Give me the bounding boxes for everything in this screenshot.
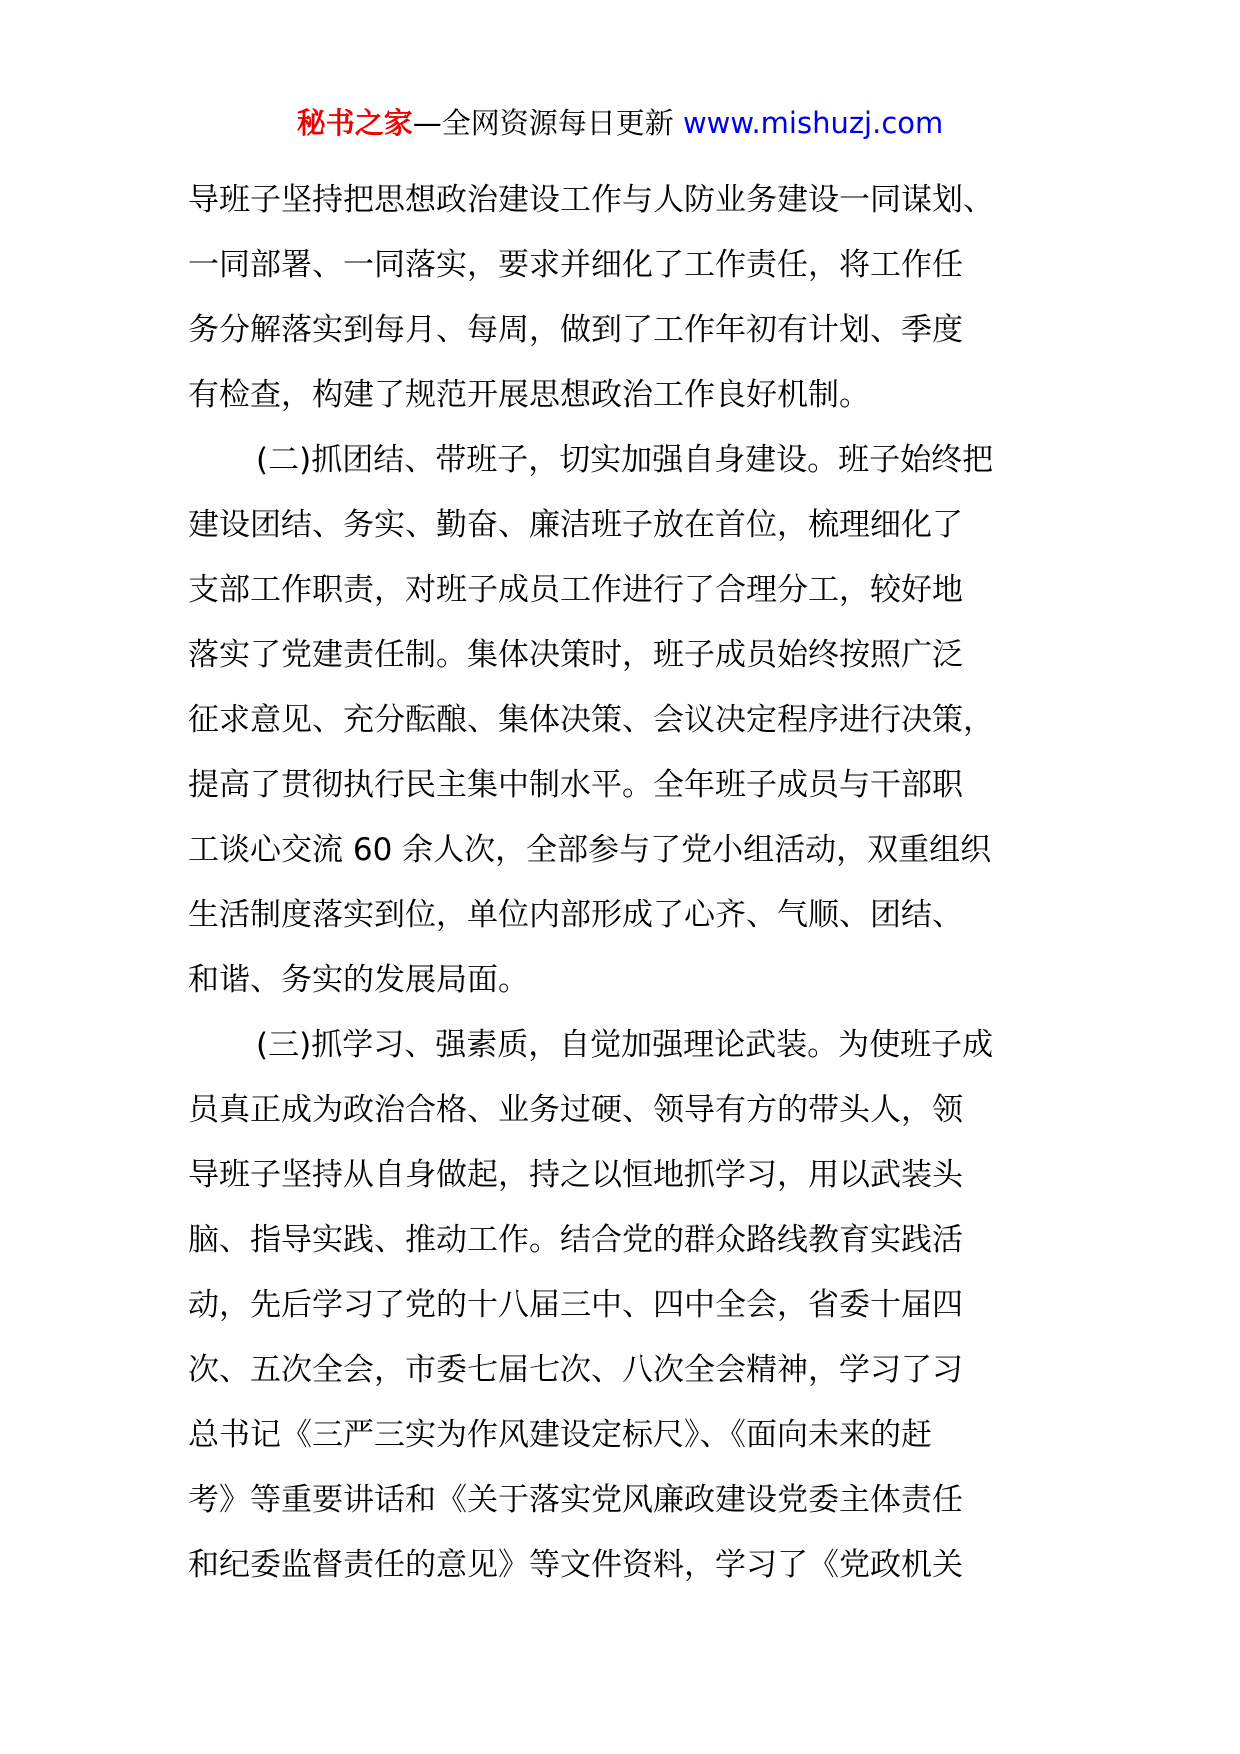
section-heading-2: (二)抓团结、带班子，切实加强自身建设。班子始终把 [256,442,994,478]
text-line: 导班子坚持从自身做起，持之以恒地抓学习，用以武装头 [188,1157,963,1193]
text-line: 提高了贯彻执行民主集中制水平。全年班子成员与干部职 [188,767,963,803]
text-line: 和纪委监督责任的意见》等文件资料，学习了《党政机关 [188,1547,963,1583]
site-brand: 秘书之家 [296,106,413,140]
text-line: 支部工作职责，对班子成员工作进行了合理分工，较好地 [188,572,963,608]
text-line: 生活制度落实到位，单位内部形成了心齐、气顺、团结、 [188,897,963,933]
text-line: 和谐、务实的发展局面。 [188,962,529,998]
text-line: 务分解落实到每月、每周，做到了工作年初有计划、季度 [188,312,963,348]
document-body [188,168,1068,1598]
site-tagline: —全网资源每日更新 [412,106,674,140]
text-line: 建设团结、务实、勤奋、廉洁班子放在首位，梳理细化了 [188,507,963,543]
text-line: 征求意见、充分酝酿、集体决策、会议决定程序进行决策， [188,702,994,738]
text-line: 脑、指导实践、推动工作。结合党的群众路线教育实践活 [188,1222,963,1258]
text-line: 动，先后学习了党的十八届三中、四中全会，省委十届四 [188,1287,963,1323]
text-line: 落实了党建责任制。集体决策时，班子成员始终按照广泛 [188,637,963,673]
text-line: 一同部署、一同落实，要求并细化了工作责任，将工作任 [188,247,963,283]
text-line: 员真正成为政治合格、业务过硬、领导有方的带头人，领 [188,1092,963,1128]
text-line: 导班子坚持把思想政治建设工作与人防业务建设一同谋划、 [188,182,994,218]
text-line: 次、五次全会，市委七届七次、八次全会精神，学习了习 [188,1352,963,1388]
text-line: 总书记《三严三实为作风建设定标尺》、《面向未来的赶 [188,1417,932,1453]
text-line: 工谈心交流 60 余人次，全部参与了党小组活动，双重组织 [188,832,992,868]
section-heading-3: (三)抓学习、强素质，自觉加强理论武装。为使班子成 [256,1027,994,1063]
page-header [0,103,1240,143]
text-line: 有检查，构建了规范开展思想政治工作良好机制。 [188,377,870,413]
text-line: 考》等重要讲话和《关于落实党风廉政建设党委主体责任 [188,1482,963,1518]
site-url-link[interactable]: www.mishuzj.com [682,106,944,140]
